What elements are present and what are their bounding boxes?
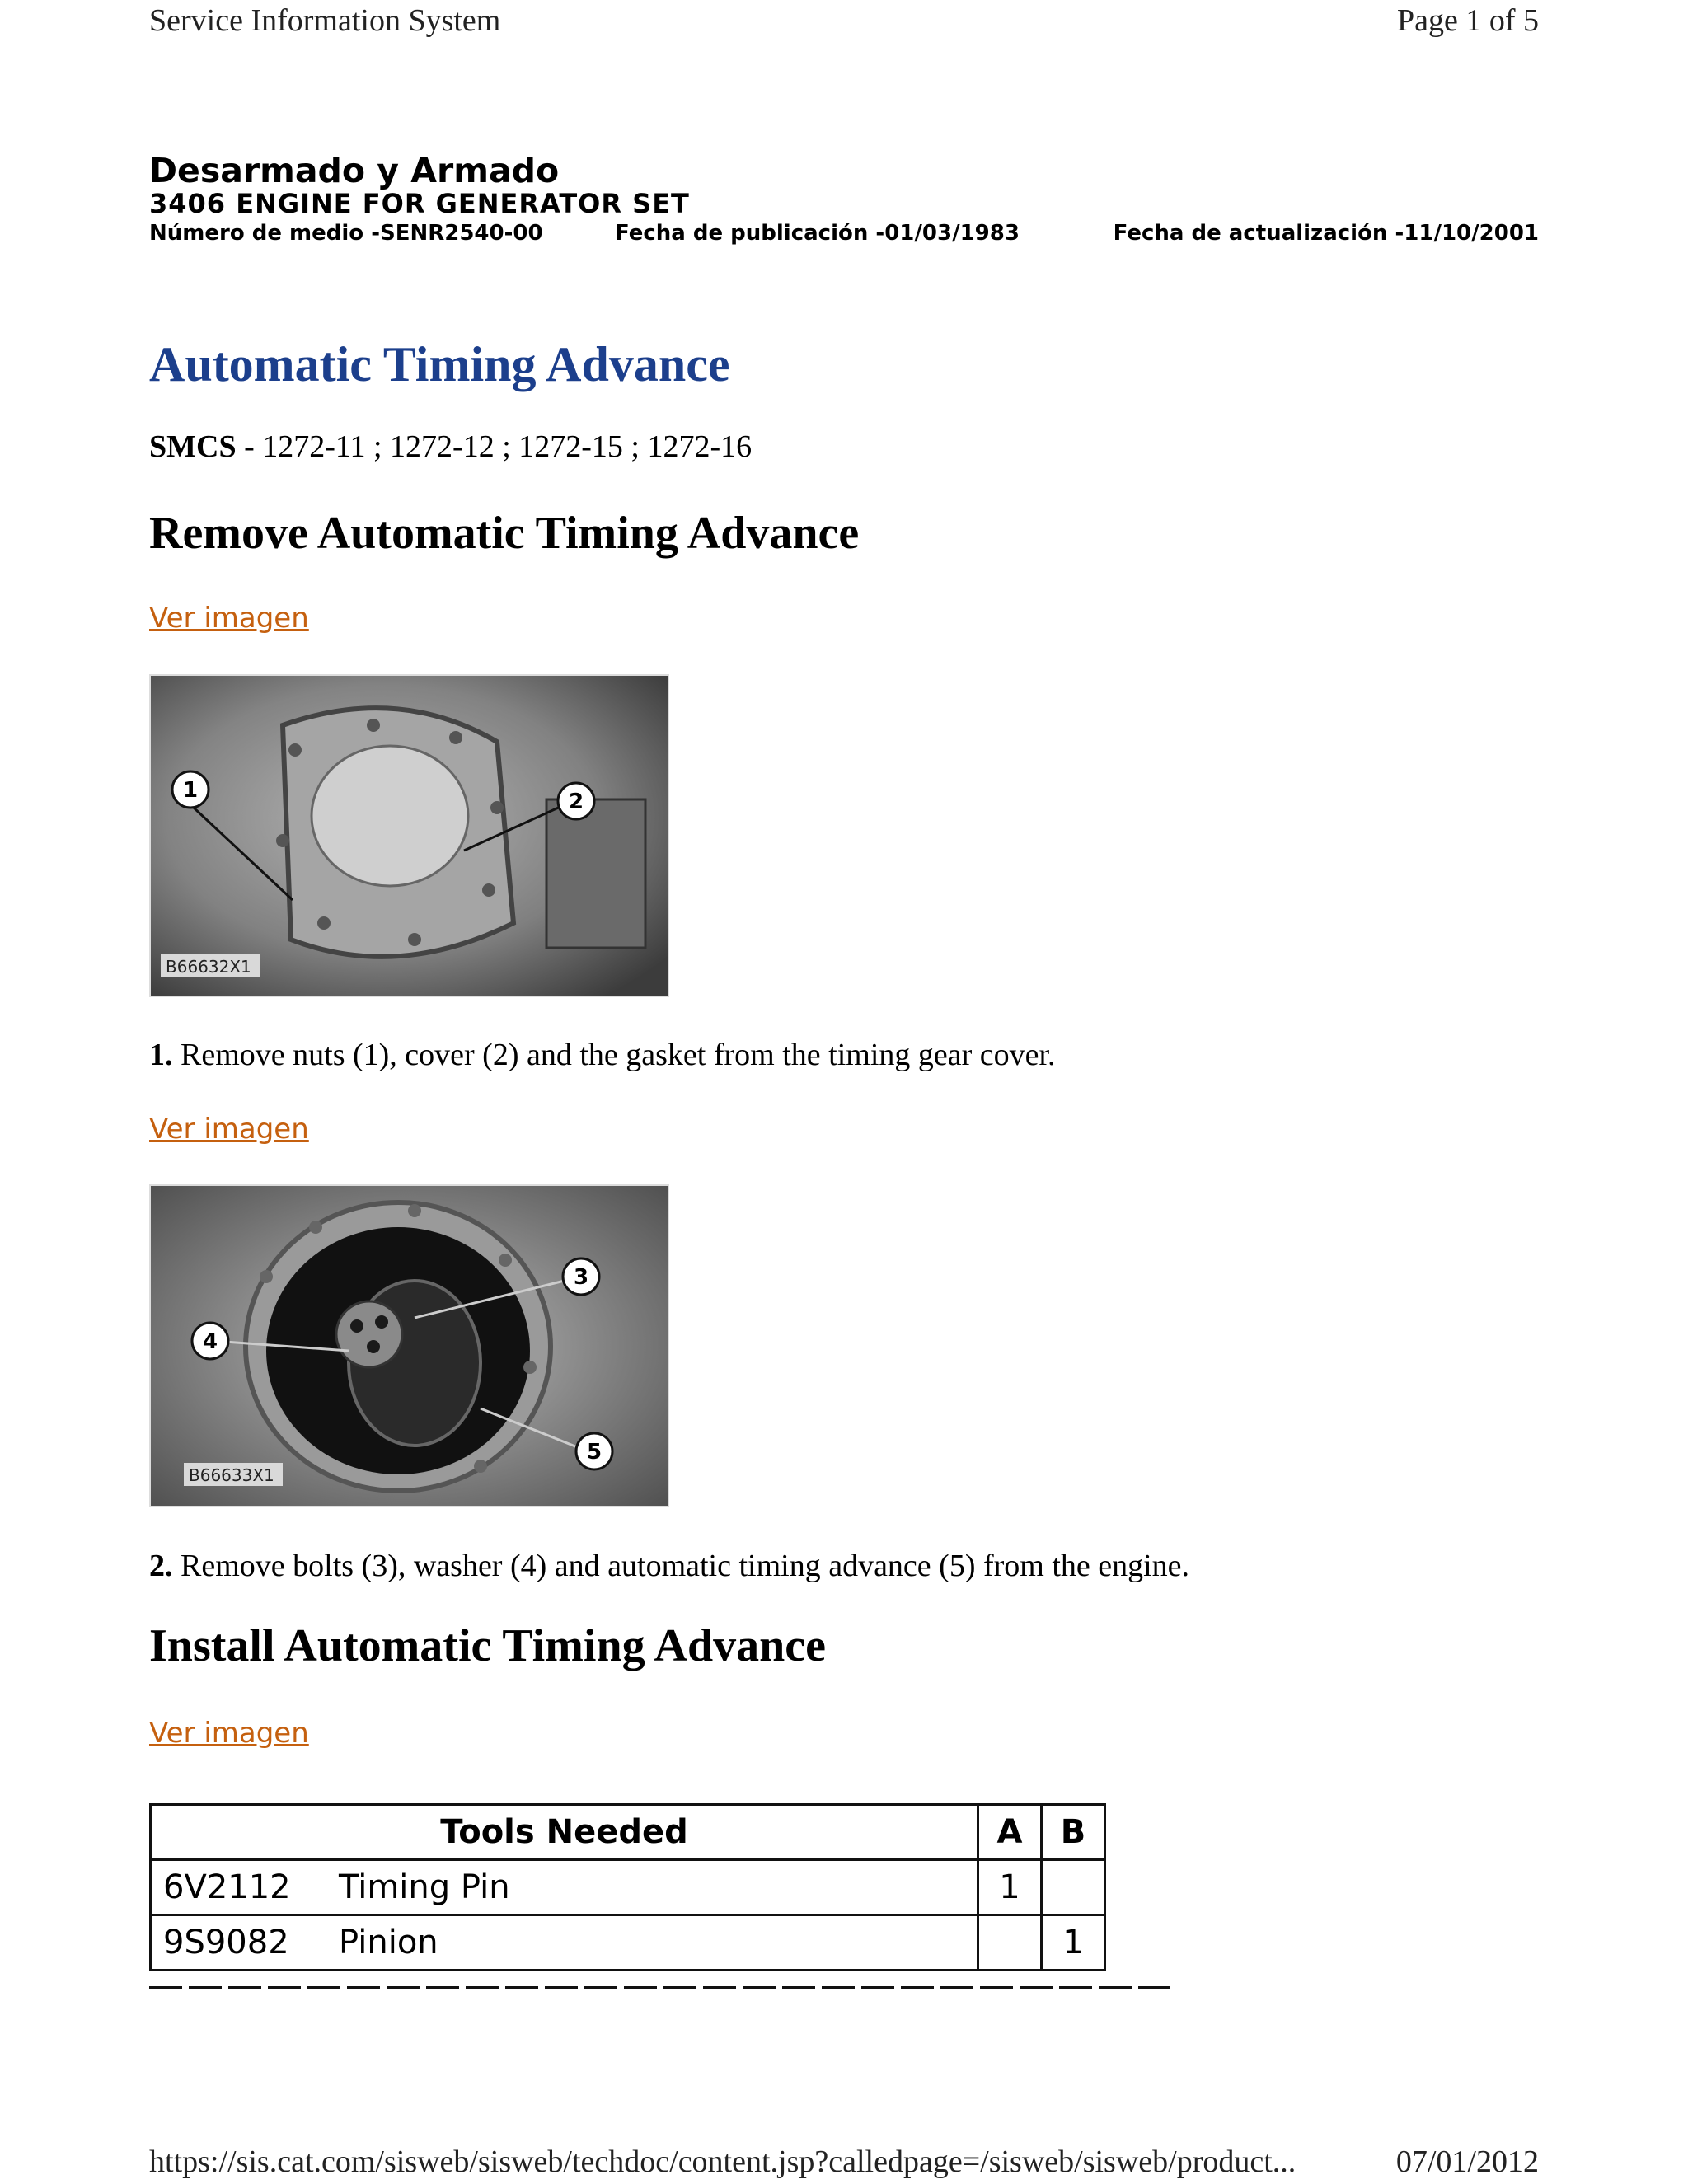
table-divider: [149, 1986, 1170, 1989]
qty-b: 1: [1042, 1915, 1105, 1971]
page-footer: [149, 2143, 1539, 2184]
part-number: 9S9082: [151, 1915, 328, 1971]
photo-timing-advance-illustration: [151, 1186, 668, 1506]
step-1-number: 1.: [149, 1038, 173, 1072]
system-name: Service Information System: [149, 3, 501, 38]
tools-needed-table: [149, 1803, 1106, 1971]
step-1-text: Remove nuts (1), cover (2) and the gasket from the timing gear cover.: [181, 1038, 1056, 1072]
view-image-link-1[interactable]: Ver imagen: [149, 602, 309, 635]
col-b-header: B: [1042, 1805, 1105, 1860]
step-1: [149, 1037, 1056, 1073]
callout-5: 5: [586, 1440, 603, 1465]
doc-subtitle: 3406 ENGINE FOR GENERATOR SET: [149, 188, 690, 219]
photo2-code: B66633X1: [189, 1465, 274, 1485]
install-heading: Install Automatic Timing Advance: [149, 1620, 826, 1671]
footer-url: https://sis.cat.com/sisweb/sisweb/techdoc/content.jsp?calledpage=/sisweb/sisweb/product...: [149, 2144, 1296, 2179]
part-number: 6V2112: [151, 1860, 328, 1915]
tool-name: Timing Pin: [327, 1860, 978, 1915]
publication-date: Fecha de publicación -01/03/1983: [615, 221, 1020, 246]
media-number: Número de medio -SENR2540-00: [149, 221, 543, 246]
photo-timing-advance: [149, 1184, 669, 1507]
photo-timing-cover: [149, 674, 669, 997]
remove-heading: Remove Automatic Timing Advance: [149, 508, 860, 559]
view-image-link-2[interactable]: Ver imagen: [149, 1113, 309, 1146]
callout-4: 4: [202, 1329, 218, 1354]
qty-a: 1: [978, 1860, 1042, 1915]
running-header: [149, 2, 1539, 43]
smcs-label: SMCS -: [149, 429, 255, 464]
step-2: [149, 1548, 1189, 1584]
doc-meta: [149, 221, 1539, 246]
photo-timing-cover-illustration: [151, 676, 668, 996]
table-row: [151, 1915, 1105, 1971]
smcs-codes: 1272-11 ; 1272-12 ; 1272-15 ; 1272-16: [262, 429, 753, 464]
topic-title: Automatic Timing Advance: [149, 337, 730, 391]
step-2-number: 2.: [149, 1549, 173, 1583]
step-2-text: Remove bolts (3), washer (4) and automatic timing advance (5) from the engine.: [181, 1549, 1190, 1583]
footer-date: 07/01/2012: [1395, 2144, 1539, 2179]
callout-3: 3: [573, 1265, 589, 1290]
callout-2: 2: [568, 790, 584, 814]
photo1-code: B66632X1: [166, 957, 251, 977]
doc-title: Desarmado y Armado: [149, 151, 560, 190]
qty-a: [978, 1915, 1042, 1971]
tools-header-row: [151, 1805, 1105, 1860]
table-row: [151, 1860, 1105, 1915]
tools-title: Tools Needed: [151, 1805, 978, 1860]
update-date: Fecha de actualización -11/10/2001: [1113, 221, 1539, 246]
col-a-header: A: [978, 1805, 1042, 1860]
view-image-link-3[interactable]: Ver imagen: [149, 1717, 309, 1750]
tool-name: Pinion: [327, 1915, 978, 1971]
page-indicator: Page 1 of 5: [1396, 3, 1539, 38]
callout-1: 1: [182, 778, 199, 803]
smcs-line: [149, 429, 752, 465]
qty-b: [1042, 1860, 1105, 1915]
